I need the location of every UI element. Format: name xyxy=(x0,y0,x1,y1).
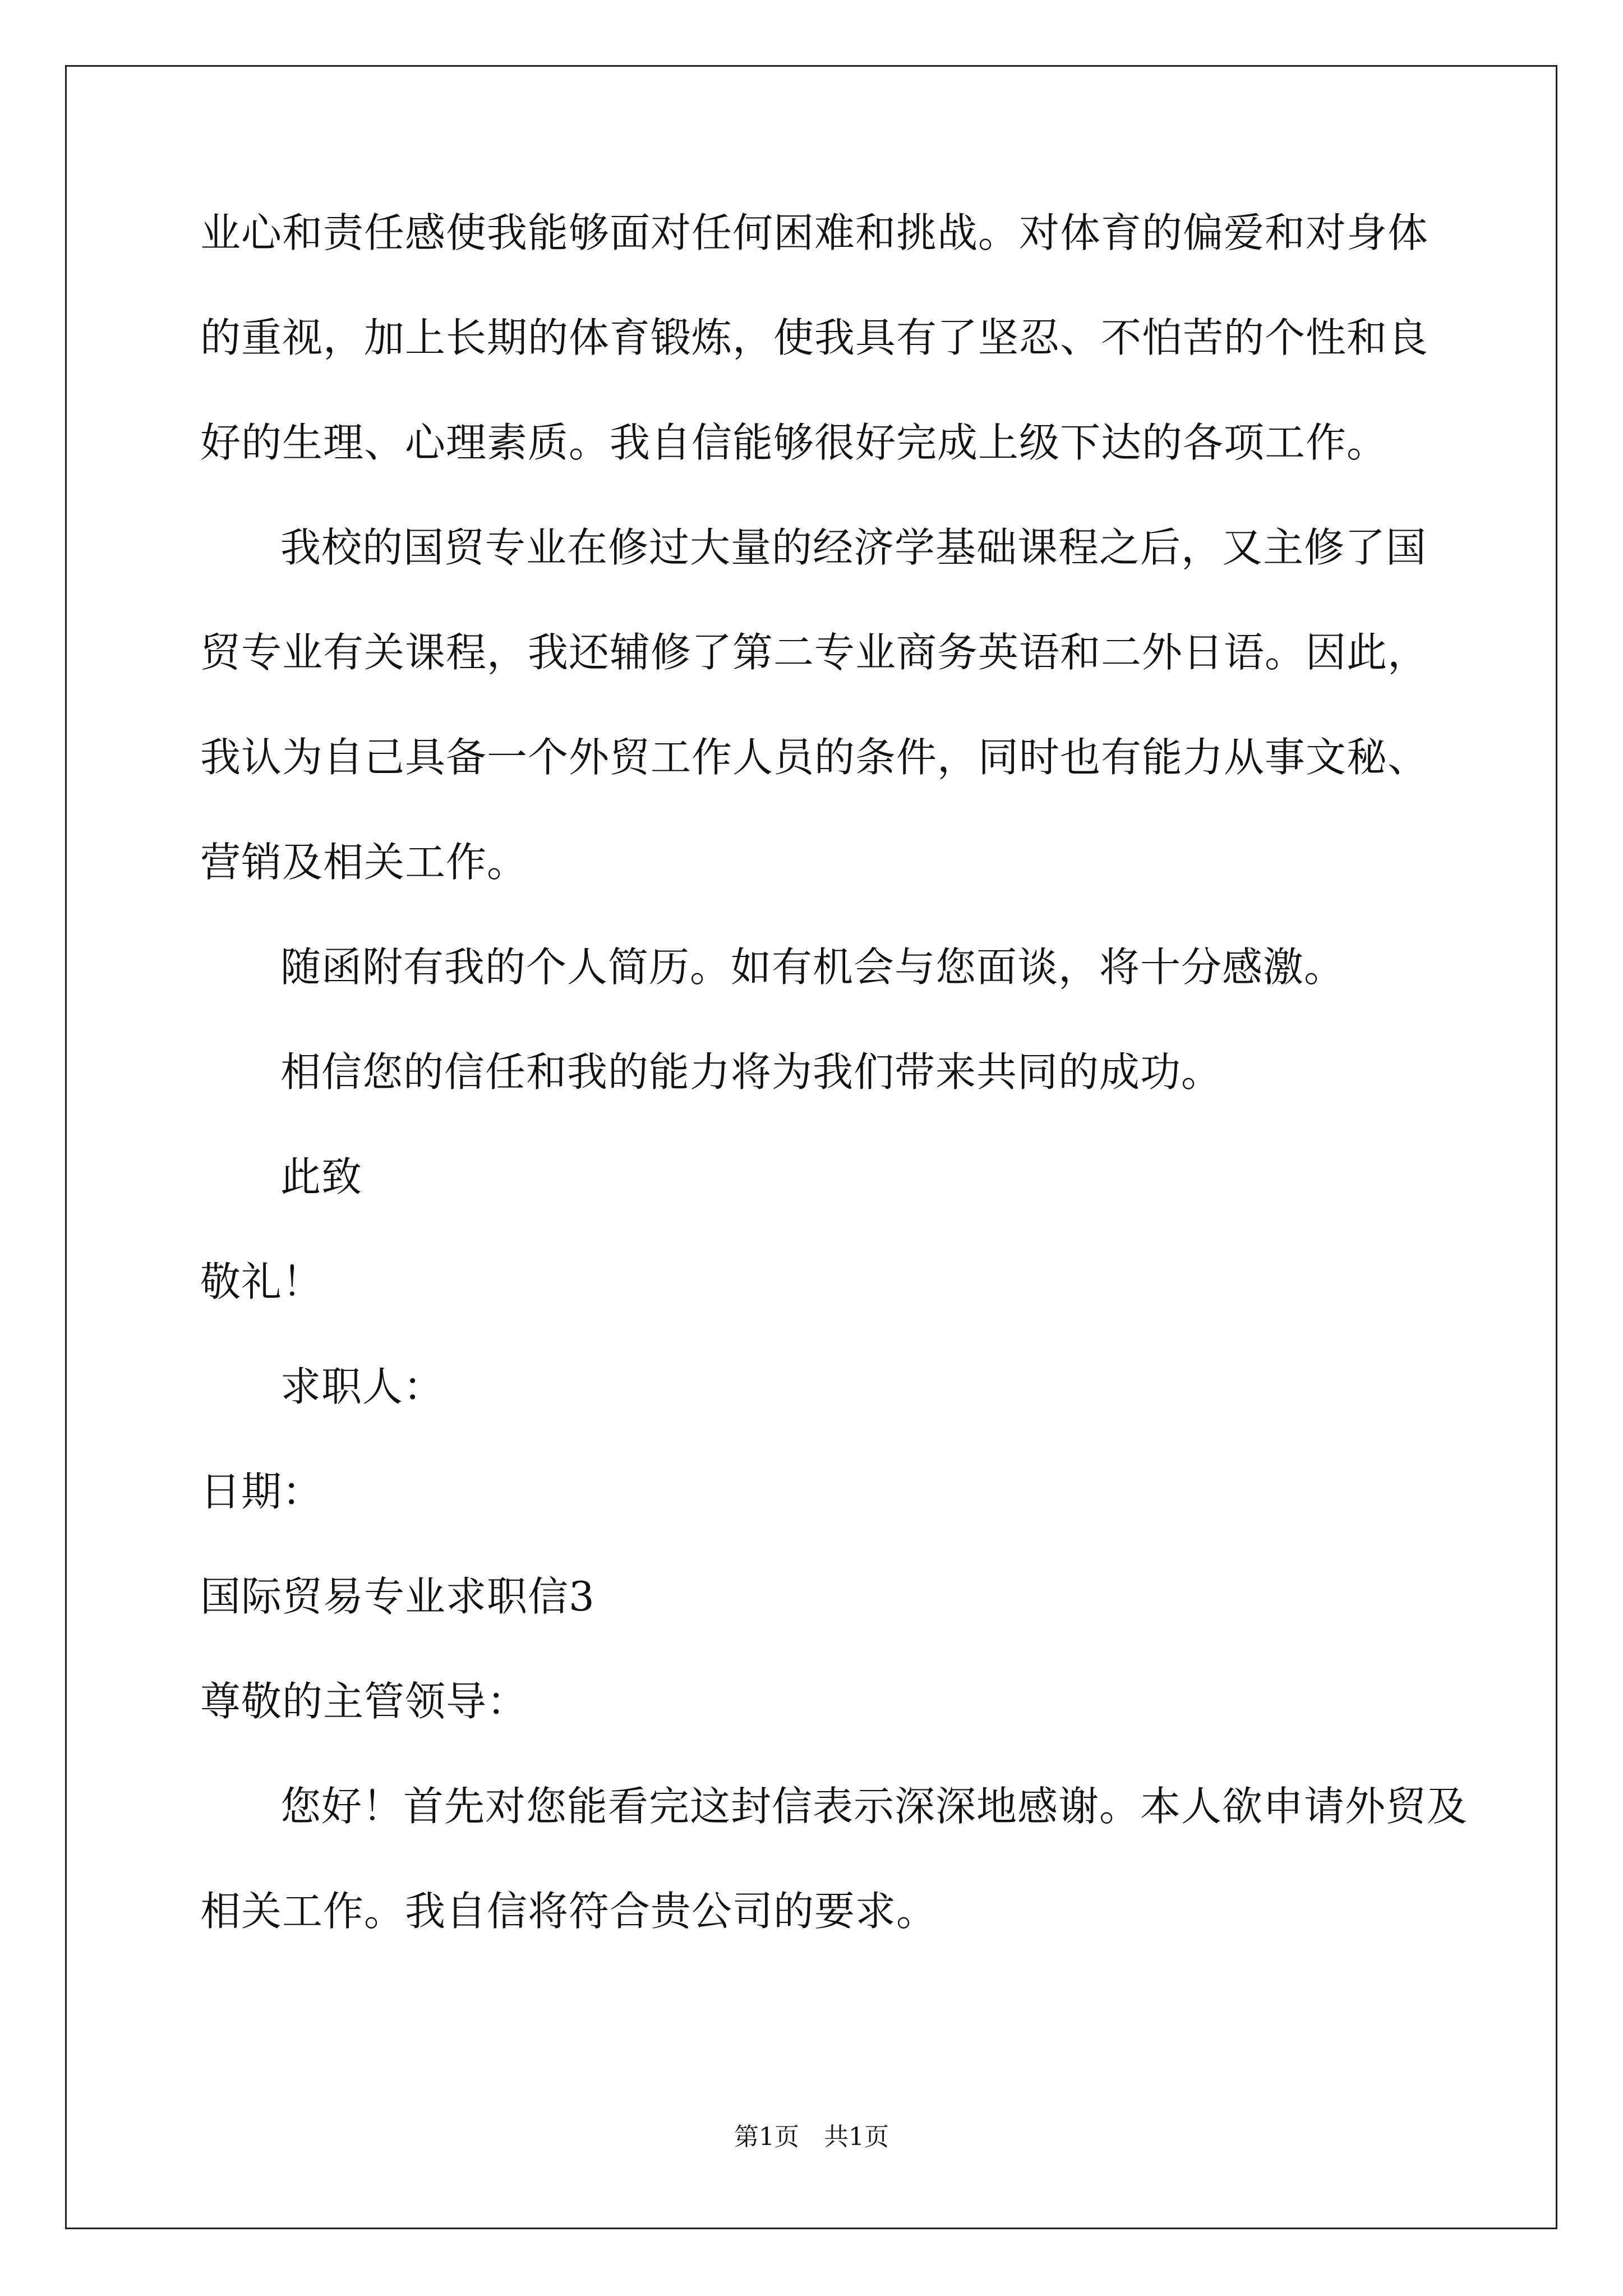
applicant-label: 求职人： xyxy=(280,1363,445,1410)
text-line: 的重视，加上长期的体育锻炼，使我具有了坚忍、不怕苦的个性和良 xyxy=(200,314,1429,361)
text-line: 我认为自己具备一个外贸工作人员的条件，同时也有能力从事文秘、 xyxy=(200,734,1429,781)
date-label: 日期： xyxy=(200,1468,324,1515)
text-line: 我校的国贸专业在修过大量的经济学基础课程之后，又主修了国 xyxy=(280,524,1427,571)
text-line: 贸专业有关课程，我还辅修了第二专业商务英语和二外日语。因此， xyxy=(200,629,1429,676)
text-line: 营销及相关工作。 xyxy=(200,839,528,886)
text-line: 相信您的信任和我的能力将为我们带来共同的成功。 xyxy=(280,1048,1223,1096)
text-line: 好的生理、心理素质。我自信能够很好完成上级下达的各项工作。 xyxy=(200,419,1388,466)
closing-salutation: 此致 xyxy=(280,1153,363,1200)
greeting: 尊敬的主管领导： xyxy=(200,1678,528,1725)
text-line: 业心和责任感使我能够面对任何困难和挑战。对体育的偏爱和对身体 xyxy=(200,209,1429,256)
page-number: 第1页 共1页 xyxy=(734,2123,889,2151)
closing-regards: 敬礼！ xyxy=(200,1258,324,1305)
text-line: 随函附有我的个人简历。如有机会与您面谈，将十分感激。 xyxy=(280,944,1345,991)
text-line: 相关工作。我自信将符合贵公司的要求。 xyxy=(200,1888,938,1935)
section-title: 国际贸易专业求职信3 xyxy=(200,1573,595,1620)
text-line: 您好！首先对您能看完这封信表示深深地感谢。本人欲申请外贸及 xyxy=(280,1783,1468,1830)
